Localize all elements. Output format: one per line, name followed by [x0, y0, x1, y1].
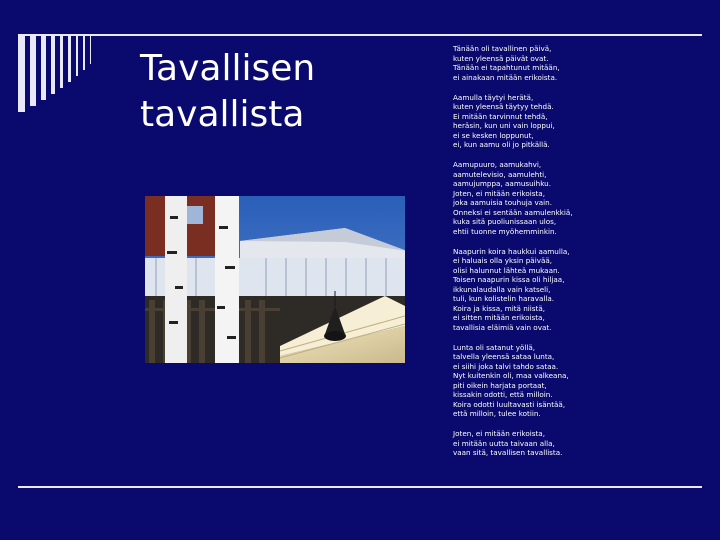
- poem-line: ikkunalaudalla vain katseli,: [453, 284, 551, 294]
- poem-line: olisi halunnut lähteä mukaan.: [453, 265, 560, 275]
- poem-stanza: [453, 93, 703, 150]
- poem-line: Nyt kuitenkin oli, maa valkeana,: [453, 371, 569, 380]
- poem-line: ei se kesken loppunut,: [453, 130, 534, 140]
- poem-line: aamujumppa, aamusuihku.: [453, 179, 552, 188]
- poem-stanza: [453, 247, 703, 333]
- poem-line: Tänään ei tapahtunut mitään,: [453, 63, 560, 72]
- poem-line: ei haluais olla yksin päivää,: [453, 256, 553, 265]
- decorative-stripes: [18, 34, 130, 112]
- poem-line: joka aamuisia touhuja vain.: [453, 198, 552, 207]
- poem-text: [453, 44, 703, 468]
- poem-line: heräsin, kun uni vain loppui,: [453, 121, 555, 130]
- poem-line: piti oikein harjata portaat,: [453, 380, 547, 390]
- poem-line: Joten, ei mitään erikoista,: [453, 188, 545, 198]
- poem-line: Toisen naapurin kissa oli hiljaa,: [453, 275, 565, 284]
- poem-stanza: [453, 429, 703, 458]
- poem-line: Aamulla täytyi herätä,: [453, 92, 534, 102]
- poem-line: Onneksi ei sentään aamulenkkiä,: [453, 207, 573, 217]
- poem-line: Naapurin koira haukkui aamulla,: [453, 246, 570, 256]
- poem-line: Tänään oli tavallinen päivä,: [453, 44, 552, 53]
- poem-line: Lunta oli satanut yöllä,: [453, 342, 536, 352]
- poem-line: että milloin, tulee kotiin.: [453, 409, 541, 418]
- poem-line: ei, kun aamu oli jo pitkällä.: [453, 140, 550, 149]
- poem-line: ei ainakaan mitään erikoista.: [453, 72, 558, 82]
- bottom-rule-line: [18, 486, 702, 488]
- poem-line: Aamupuuro, aamukahvi,: [453, 160, 542, 169]
- poem-stanza: [453, 160, 703, 236]
- poem-line: ei mitään uutta taivaan alla,: [453, 438, 555, 448]
- poem-stanza: [453, 44, 703, 82]
- poem-line: ei siihi joka talvi tahdo sataa.: [453, 361, 559, 371]
- poem-line: Joten, ei mitään erikoista,: [453, 429, 545, 438]
- slide-title: [140, 46, 420, 138]
- title-line-2: tavallista: [140, 94, 305, 135]
- poem-line: kuka sitä puoliunissaan ulos,: [453, 217, 557, 226]
- winter-backyard-photo: [145, 196, 405, 363]
- poem-line: tavallisia eläimiä vain ovat.: [453, 322, 552, 332]
- poem-line: talvella yleensä sataa lunta,: [453, 352, 555, 361]
- poem-line: aamutelevisio, aamulehti,: [453, 169, 547, 179]
- poem-line: vaan sitä, tavallisen tavallista.: [453, 448, 563, 457]
- poem-line: Ei mitään tarvinnut tehdä,: [453, 111, 548, 121]
- poem-line: Koira odotti luultavasti isäntää,: [453, 399, 566, 409]
- title-line-1: Tavallisen: [140, 48, 316, 89]
- poem-line: ehtii tuonne myöhemminkin.: [453, 226, 557, 236]
- poem-line: kuten yleensä päivät ovat.: [453, 53, 549, 63]
- poem-line: kissakin odotti, että milloin.: [453, 390, 553, 399]
- poem-line: kuten yleensä täytyy tehdä.: [453, 102, 554, 111]
- poem-line: Koira ja kissa, mitä niistä,: [453, 303, 546, 313]
- poem-line: ei sitten mitään erikoista,: [453, 313, 545, 322]
- poem-line: tuli, kun kolistelin haravalla.: [453, 294, 555, 303]
- poem-stanza: [453, 343, 703, 419]
